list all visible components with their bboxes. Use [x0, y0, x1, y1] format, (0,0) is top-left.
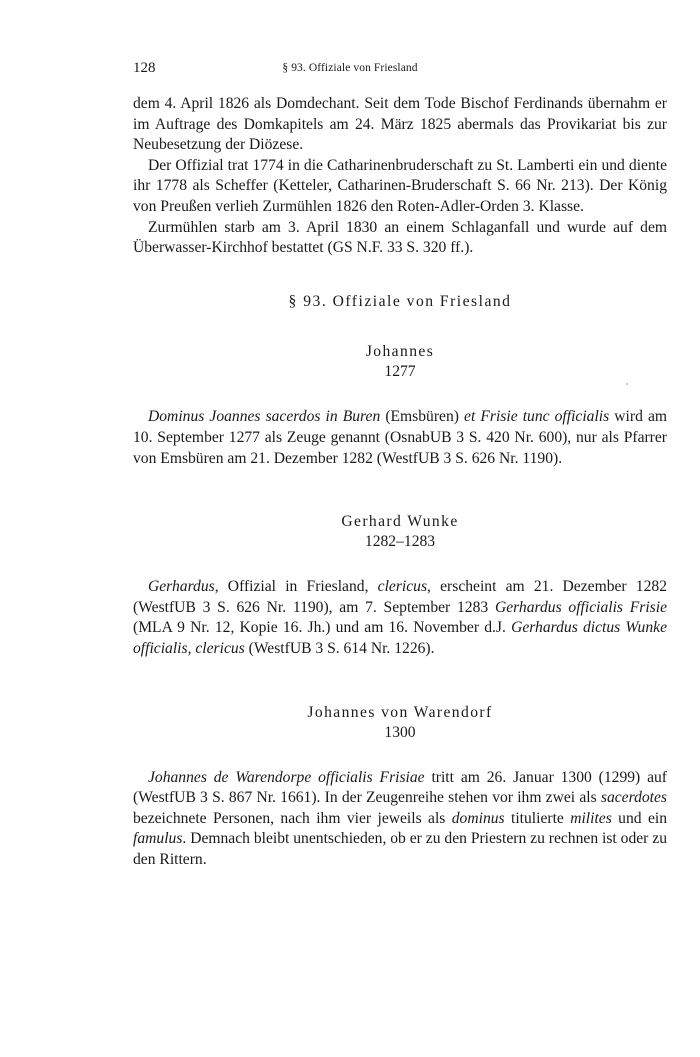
entry-johannes-von-warendorf [133, 703, 667, 871]
body-text: (Emsbüren) [380, 408, 465, 426]
latin-quote: Gerhardus [148, 578, 215, 596]
intro-paragraph-1: dem 4. April 1826 als Domdechant. Seit dem Tode Bischof Ferdinands übernahm er im Auftrage des Domkapitels am 24. März 1825 abermals das Provikariat bis zur Neubesetzung der Diözese. [133, 95, 667, 154]
body-text: titulierte [504, 809, 571, 827]
entry-name: Johannes von Warendorf [307, 703, 493, 721]
intro-paragraph-2: Der Offizial trat 1774 in die Catharinenbruderschaft zu St. Lamberti ein und diente ihr 1778 als Scheffer (Ketteler, Catharinen-Bruderschaft S. 66 Nr. 213). Der König von Preußen verlieh Zurmühlen 1826 den Roten-Adler-Orden 3. Klasse. [133, 156, 667, 215]
latin-quote: Gerhardus officialis Frisie [494, 598, 667, 616]
entry-johannes [133, 342, 667, 469]
latin-quote: Gerhardus dictus Wunke officialis, clericus [133, 619, 667, 657]
body-text: (WestfUB 3 S. 614 Nr. 1226). [244, 639, 435, 657]
latin-quote: et Frisie tunc officialis [464, 408, 610, 426]
page-number: 128 [133, 60, 156, 76]
entry-years: 1277 [384, 363, 416, 381]
entry-name: Johannes [365, 343, 435, 361]
entry-name: Gerhard Wunke [341, 513, 459, 531]
entry-years: 1300 [384, 723, 416, 741]
running-title: § 93. Offiziale von Friesland [282, 62, 418, 74]
entry-body [133, 407, 667, 469]
latin-quote: dominus [451, 809, 505, 827]
entry-gerhard-wunke [133, 512, 667, 659]
intro-paragraph-3: Zurmühlen starb am 3. April 1830 an einem Schlaganfall und wurde auf dem Überwasser-Kirchhof bestattet (GS N.F. 33 S. 320 ff.). [133, 218, 667, 257]
section-heading: § 93. Offiziale von Friesland [288, 292, 512, 310]
latin-quote: famulus [133, 830, 183, 848]
body-text: bezeichnete Personen, nach ihm vier jeweils als [133, 809, 452, 827]
latin-quote: Johannes de Warendorpe officialis Frisiae [148, 768, 425, 786]
entry-body [133, 768, 667, 871]
body-text: (MLA 9 Nr. 12, Kopie 16. Jh.) und am 16. November d.J. [133, 619, 512, 637]
entry-body [133, 577, 667, 659]
body-text: tritt am 26. Januar 1300 (1299) auf (WestfUB 3 S. 867 Nr. 1661). In der Zeugenreihe stehen vor ihm zwei als [133, 768, 667, 807]
body-text: . Demnach bleibt unentschieden, ob er zu den Priestern zu rechnen ist oder zu den Rittern. [133, 830, 667, 868]
body-text: , Offizial in Friesland, [214, 578, 378, 596]
body-text: wird am 10. September 1277 als Zeuge genannt (OsnabUB 3 S. 420 Nr. 600), nur als Pfarrer von Emsbüren am 21. Dezember 1282 (WestfUB 3 S. 626 Nr. 1190). [133, 408, 667, 467]
latin-quote: milites [570, 809, 612, 827]
entry-years: 1282–1283 [364, 533, 436, 551]
body-text: und ein [611, 809, 667, 827]
latin-quote: clericus [377, 578, 428, 596]
body-text: , erscheint am 21. Dezember 1282 (WestfUB 3 S. 626 Nr. 1190), am 7. September 1283 [133, 578, 667, 616]
latin-quote: sacerdotes [600, 789, 667, 807]
page-body [133, 94, 667, 870]
latin-quote: Dominus Joannes sacerdos in Buren [148, 408, 381, 426]
